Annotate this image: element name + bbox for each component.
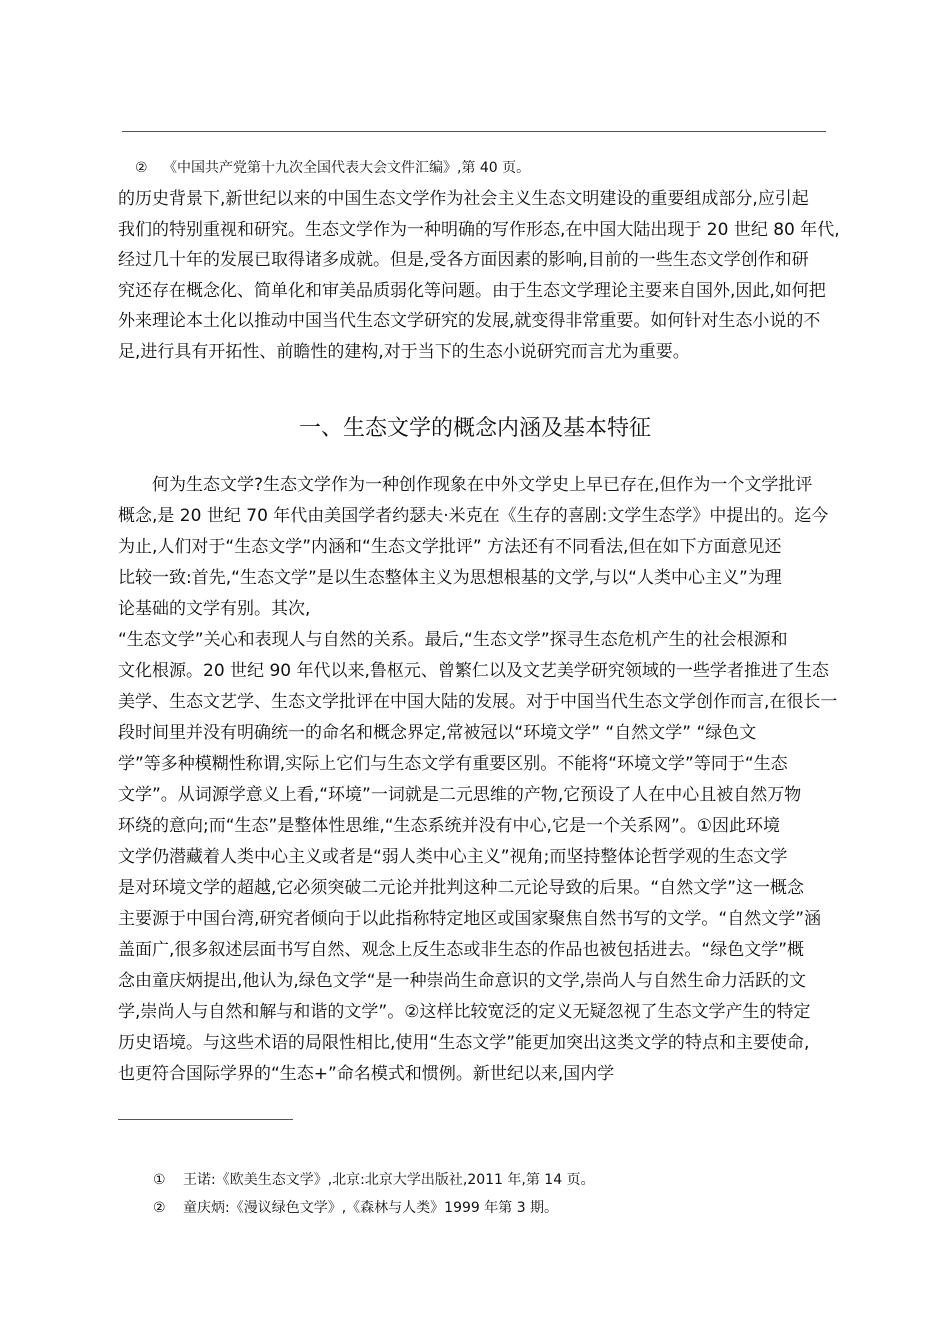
paragraph-line: 文化根源。20 世纪 90 年代以来,鲁枢元、曾繁仁以及文艺美学研究领域的一些学者推进了生态 <box>118 661 829 681</box>
footnote-2 <box>153 1198 558 1218</box>
paragraph-line: 学”等多种模糊性称谓,实际上它们与生态文学有重要区别。不能将“环境文学”等同于“生态 <box>118 754 788 774</box>
paragraph-line: 经过几十年的发展已取得诸多成就。但是,受各方面因素的影响,目前的一些生态文学创作和研 <box>118 250 809 270</box>
paragraph-line: 主要源于中国台湾,研究者倾向于以此指称特定地区或国家聚焦自然书写的文学。“自然文学”涵 <box>118 909 822 929</box>
body-paragraph <box>118 470 840 1090</box>
paragraph-line: 是对环境文学的超越,它必须突破二元论并批判这种二元论导致的后果。“自然文学”这一概念 <box>118 878 805 898</box>
footnote-text: 童庆炳:《漫议绿色文学》,《森林与人类》1999 年第 3 期。 <box>183 1200 559 1216</box>
paragraph-line: 的历史背景下,新世纪以来的中国生态文学作为社会主义生态文明建设的重要组成部分,应引起 <box>118 189 809 209</box>
paragraph-line: 究还存在概念化、简单化和审美品质弱化等问题。由于生态文学理论主要来自国外,因此,如何把 <box>118 280 826 301</box>
paragraph-line: 也更符合国际学界的“生态+”命名模式和惯例。新世纪以来,国内学 <box>118 1064 615 1084</box>
footnote-text: 《中国共产党第十九次全国代表大会文件汇编》,第 40 页。 <box>163 160 531 176</box>
paragraph-line: 文学”。从词源学意义上看,“环境”一词就是二元思维的产物,它预设了人在中心且被自然万物 <box>118 785 802 805</box>
footnote-marker: ② <box>135 160 148 176</box>
section-heading: 一、生态文学的概念内涵及基本特征 <box>298 416 651 441</box>
paragraph-line: 比较一致:首先,“生态文学”是以生态整体主义为思想根基的文学,与以“人类中心主义”为理 <box>118 568 782 588</box>
paragraph-line: 何为生态文学?生态文学作为一种创作现象在中外文学史上早已存在,但作为一个文学批评 <box>152 475 813 495</box>
paragraph-line: 我们的特别重视和研究。生态文学作为一种明确的写作形态,在中国大陆出现于 20 世纪 80 年代, <box>118 219 840 240</box>
footnote-marker: ② <box>153 1200 166 1216</box>
paragraph-line: 足,进行具有开拓性、前瞻性的建构,对于当下的生态小说研究而言尤为重要。 <box>118 341 690 362</box>
paragraph-line: 美学、生态文艺学、生态文学批评在中国大陆的发展。对于中国当代生态文学创作而言,在很长一 <box>118 692 838 712</box>
paragraph-line: 盖面广,很多叙述层面书写自然、观念上反生态或非生态的作品也被包括进去。“绿色文学”概 <box>118 940 805 960</box>
paragraph-line: 概念,是 20 世纪 70 年代由美国学者约瑟夫·米克在《生存的喜剧:文学生态学》中提出的。迄今 <box>118 506 829 526</box>
paragraph-line: 外来理论本土化以推动中国当代生态文学研究的发展,就变得非常重要。如何针对生态小说的不 <box>118 311 821 331</box>
top-footnote-separator <box>122 131 826 132</box>
paragraph-line: 段时间里并没有明确统一的命名和概念界定,常被冠以“环境文学” “自然文学” “绿色文 <box>118 723 757 743</box>
footnote-marker: ① <box>153 1172 166 1188</box>
footnote-separator <box>118 1119 293 1120</box>
paragraph-line: 学,崇尚人与自然和解与和谐的文学”。②这样比较宽泛的定义无疑忽视了生态文学产生的特定 <box>118 1002 811 1022</box>
intro-paragraph <box>118 184 840 367</box>
paragraph-line: 念由童庆炳提出,他认为,绿色文学“是一种崇尚生命意识的文学,崇尚人与自然生命力活跃的文 <box>118 971 807 991</box>
paragraph-line: 论基础的文学有别。其次, <box>118 599 311 619</box>
paragraph-line: 为止,人们对于“生态文学”内涵和“生态文学批评” 方法还有不同看法,但在如下方面意见还 <box>118 537 782 557</box>
paragraph-line: 环绕的意向;而“生态”是整体性思维,“生态系统并没有中心,它是一个关系网”。①因此环境 <box>118 816 781 836</box>
footnote-1 <box>153 1170 595 1190</box>
paragraph-line: 历史语境。与这些术语的局限性相比,使用“生态文学”能更加突出这类文学的特点和主要使命, <box>118 1033 810 1053</box>
top-footnote <box>135 158 530 178</box>
footnote-text: 王诺:《欧美生态文学》,北京:北京大学出版社,2011 年,第 14 页。 <box>183 1172 595 1188</box>
paragraph-line: 文学仍潜藏着人类中心主义或者是“弱人类中心主义”视角;而坚持整体论哲学观的生态文学 <box>118 847 788 867</box>
paragraph-line: “生态文学”关心和表现人与自然的关系。最后,“生态文学”探寻生态危机产生的社会根源和 <box>118 630 788 650</box>
